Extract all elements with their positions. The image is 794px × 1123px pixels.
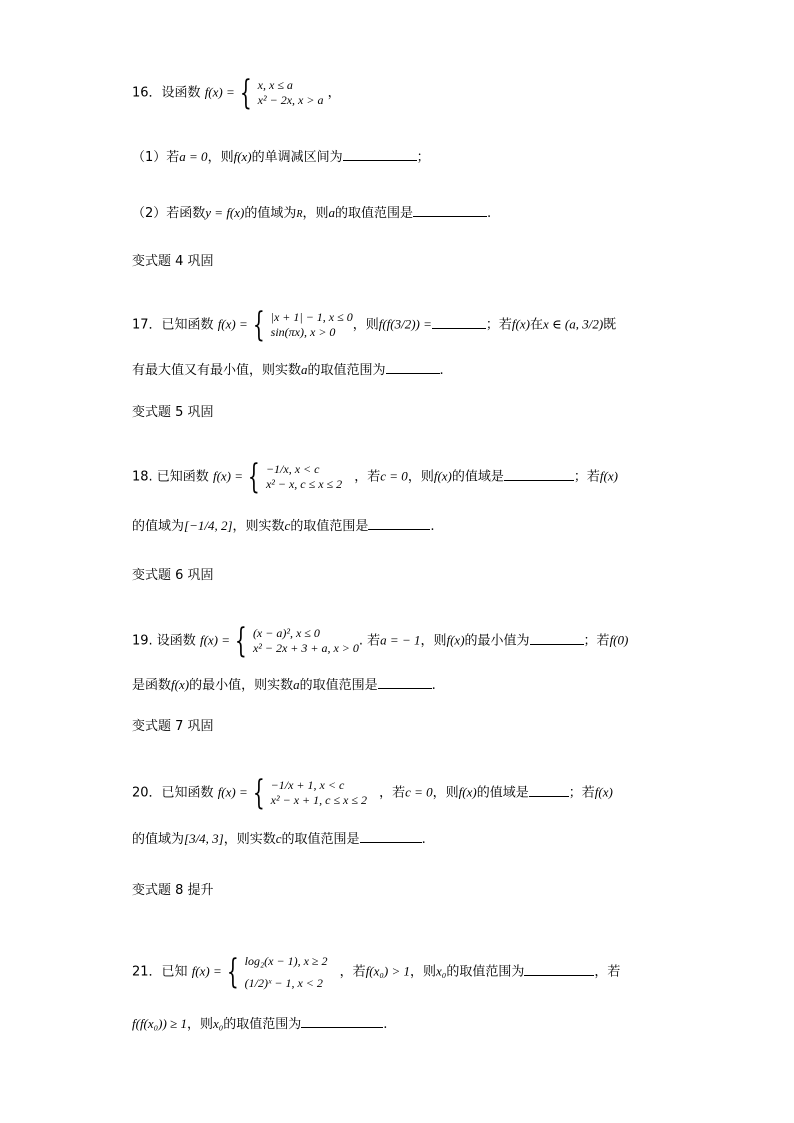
q16-p1-cond: a = 0 (179, 149, 208, 164)
q20-l2-text3: 的取值范围是 (281, 832, 360, 847)
q19-l2-end: . (431, 678, 436, 693)
q16-p2-text4: 的取值范围是 (335, 206, 414, 221)
q19-l2-var: a (293, 677, 300, 692)
q19-blank1[interactable] (530, 630, 584, 645)
q17-case2: sin(πx), x > 0 (270, 325, 336, 339)
q16-part1 (132, 146, 430, 168)
q21-brace: { (226, 952, 239, 992)
q19-l2-text3: 的取值范围是 (299, 678, 378, 693)
q21-l2-text: ，则 (186, 1017, 213, 1032)
q20-cond: c = 0 (405, 784, 433, 800)
q19-l2-text: 是函数 (132, 678, 172, 693)
q21-text6: ，若 (594, 964, 621, 980)
q21-case2: (1/2)ˣ − 1, x < 2 (244, 976, 323, 990)
q21-text1: ，若 (339, 964, 366, 980)
q21-line1 (132, 950, 620, 994)
q21-x0: x₀ (436, 963, 447, 979)
q18-cond: c = 0 (380, 468, 408, 484)
q20-line2 (132, 828, 426, 850)
q17-line2 (132, 359, 444, 381)
q21-l2-end: . (383, 1017, 388, 1032)
q19-text6: ；若 (583, 633, 610, 649)
q20-l2-end: . (421, 832, 426, 847)
q20-text5: 的值域是 (476, 785, 529, 801)
q19-text1: . 若 (358, 633, 381, 649)
q18-function: f(x) = (212, 468, 244, 484)
q17-l2-text: 有最大值又有最小值，则实数 (132, 363, 302, 378)
q16-p1-text2: ，则 (207, 150, 234, 165)
q20-brace: { (252, 773, 265, 813)
q21-case1: log₂(x − 1), x ≥ 2 (244, 954, 328, 968)
q16-end: ， (327, 85, 341, 101)
q18-cases (266, 462, 342, 492)
q19-brace: { (235, 621, 247, 661)
q18-case1: −1/x, x < c (265, 462, 320, 476)
q17-brace: { (252, 305, 265, 345)
q20-l2-text2: ，则实数 (223, 832, 276, 847)
heading-variant-6: 变式题 6 巩固 (132, 568, 214, 583)
q21-number: 21．已知 (132, 964, 188, 980)
heading-variant-8: 变式题 8 提升 (132, 883, 214, 898)
q17-l2-end: . (439, 363, 444, 378)
q20-l2-var: c (275, 831, 282, 846)
q16-p1-text: （1）若 (132, 150, 180, 165)
q18-text5: 的值域是 (451, 469, 504, 485)
q18-l2-text3: 的取值范围是 (290, 519, 369, 534)
q16-number: 16．设函数 (132, 85, 201, 101)
q17-domain: x ∈ (a, 3/2) (542, 316, 604, 332)
q17-number: 17．已知函数 (132, 317, 214, 333)
q18-f2: f(x) (599, 468, 618, 484)
q18-interval: [−1/4, 2] (184, 518, 233, 533)
q21-cond: f(x₀) > 1 (365, 963, 411, 979)
q16-p2-blank[interactable] (413, 202, 487, 217)
q20-interval: [3/4, 3] (184, 831, 224, 846)
q20-text1: ，若 (379, 785, 406, 801)
q18-blank1[interactable] (504, 466, 574, 481)
q20-cases (271, 778, 367, 808)
q19-case1: (x − a)², x ≤ 0 (252, 626, 320, 640)
q17-expr: f(f(3/2)) = (378, 316, 432, 332)
q18-brace: { (248, 457, 260, 497)
q21-text5: 的取值范围为 (446, 964, 525, 980)
q21-blank2[interactable] (301, 1013, 383, 1028)
q17-case1: |x + 1| − 1, x ≤ 0 (270, 310, 353, 324)
q17-l2-text2: 的取值范围为 (307, 363, 386, 378)
q17-function: f(x) = (217, 316, 248, 332)
q18-l2-var: c (284, 518, 291, 533)
q20-function: f(x) = (217, 784, 248, 800)
q16-p2-end: . (487, 206, 492, 221)
q21-line2 (132, 1013, 387, 1035)
q16-line (132, 73, 341, 113)
q21-l2-text2: 的取值范围为 (223, 1017, 302, 1032)
q17-line1 (132, 305, 617, 345)
q21-text3: ，则 (410, 964, 437, 980)
heading-variant-7: 变式题 7 巩固 (132, 719, 214, 734)
q18-text1: ，若 (354, 469, 381, 485)
q16-p1-blank[interactable] (343, 146, 417, 161)
q18-line2 (132, 515, 434, 537)
q18-case2: x² − x, c ≤ x ≤ 2 (265, 477, 343, 491)
q17-blank1[interactable] (432, 314, 486, 329)
q17-text5: 在 (529, 317, 543, 333)
q20-case1: −1/x + 1, x < c (270, 778, 345, 792)
q17-text7: 既 (603, 317, 617, 333)
q16-p1-text3: 的单调减区间为 (251, 150, 343, 165)
q18-text3: ，则 (407, 469, 434, 485)
q20-case2: x² − x + 1, c ≤ x ≤ 2 (270, 793, 367, 807)
q16-function: f(x) = (204, 84, 235, 100)
q19-text5: 的最小值为 (464, 633, 530, 649)
q20-l2-text: 的值域为 (132, 832, 185, 847)
q18-l2-text2: ，则实数 (232, 519, 285, 534)
q16-case2: x² − 2x, x > a (257, 93, 324, 107)
q16-p1-end: ； (416, 150, 430, 165)
q21-l2-expr: f(f(x₀)) ≥ 1 (132, 1016, 187, 1031)
q16-p2-text3: ，则 (302, 206, 329, 221)
q16-p1-f: f(x) (233, 149, 252, 164)
q21-l2-x0: x₀ (212, 1016, 224, 1031)
q19-number: 19. 设函数 (132, 633, 196, 649)
q19-cond: a = − 1 (380, 632, 421, 648)
q20-number: 20．已知函数 (132, 785, 214, 801)
q19-text3: ，则 (420, 633, 447, 649)
q17-l2-var: a (301, 362, 308, 377)
q18-l2-text: 的值域为 (132, 519, 185, 534)
q20-blank2[interactable] (360, 828, 422, 843)
q16-p2-f: y = f(x) (205, 205, 245, 220)
q17-blank2[interactable] (386, 359, 440, 374)
q19-f0: f(0) (609, 632, 629, 648)
q16-brace: { (239, 73, 252, 113)
q19-l2-text2: 的最小值，则实数 (189, 678, 294, 693)
q16-p2-text: （2）若函数 (132, 206, 206, 221)
q17-cases (271, 310, 353, 340)
q18-blank2[interactable] (368, 515, 430, 530)
q21-function: f(x) = (191, 963, 222, 979)
q19-blank2[interactable] (378, 674, 432, 689)
q19-f: f(x) (446, 632, 465, 648)
q16-part2 (132, 202, 491, 225)
q20-text6: ；若 (568, 785, 595, 801)
q18-line1 (132, 457, 618, 497)
q17-text3: ；若 (485, 317, 512, 333)
q20-f2: f(x) (594, 784, 613, 800)
q16-case1: x, x ≤ a (257, 78, 293, 92)
q18-text6: ；若 (573, 469, 600, 485)
q16-p2-text2: 的值域为 (244, 206, 297, 221)
q18-number: 18. 已知函数 (132, 469, 209, 485)
q17-text1: ，则 (352, 317, 379, 333)
q20-blank1[interactable] (529, 782, 569, 797)
heading-variant-5: 变式题 5 巩固 (132, 405, 214, 420)
q17-f: f(x) (511, 316, 530, 332)
q20-f: f(x) (458, 784, 477, 800)
q18-f: f(x) (433, 468, 452, 484)
q20-line1 (132, 773, 613, 813)
q16-p2-var: a (328, 205, 336, 220)
q19-case2: x² − 2x + 3 + a, x > 0 (252, 641, 359, 655)
q19-line1 (132, 621, 629, 661)
q21-cases (245, 950, 328, 994)
q16-cases (258, 78, 324, 108)
q16-p2-R: R (296, 209, 303, 220)
heading-variant-4: 变式题 4 巩固 (132, 254, 214, 269)
q18-l2-end: . (430, 519, 435, 534)
q19-function: f(x) = (199, 632, 231, 648)
q19-cases (253, 626, 359, 656)
q20-text3: ，则 (432, 785, 459, 801)
q19-l2-f: f(x) (171, 677, 190, 692)
q21-blank1[interactable] (524, 961, 594, 976)
q19-line2 (132, 674, 436, 696)
